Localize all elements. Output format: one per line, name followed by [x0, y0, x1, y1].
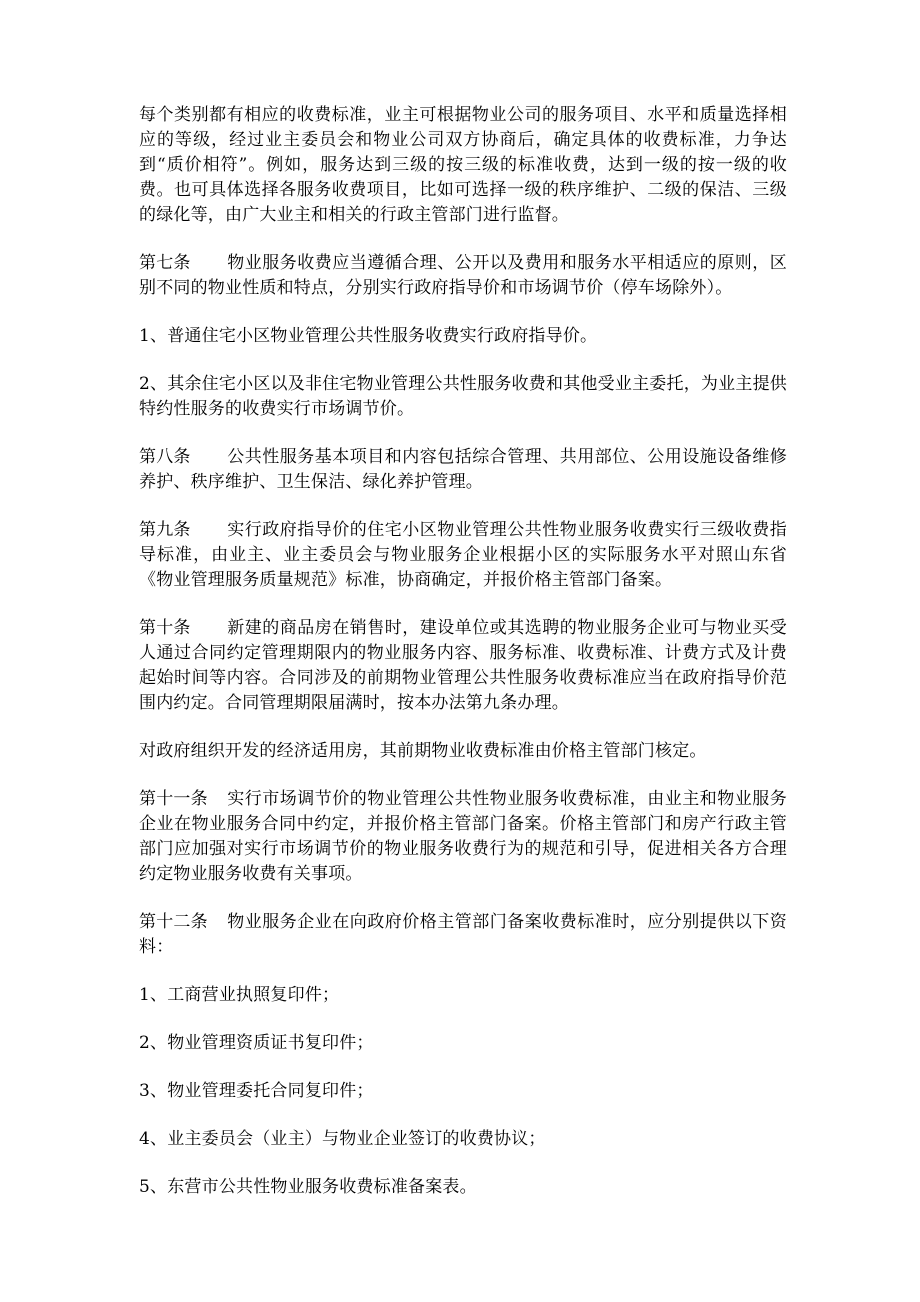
article-10	[139, 616, 787, 716]
paragraph-text: 新建的商品房在销售时，建设单位或其选聘的物业服务企业可与物业买受人通过合同约定管理期限内的物业服务内容、服务标准、收费标准、计费方式及计费起始时间等内容。合同涉及的前期物业管理公共性服务收费标准应当在政府指导价范围内约定。合同管理期限届满时，按本办法第九条办理。	[139, 618, 787, 713]
paragraph-text: 2、物业管理资质证书复印件；	[139, 1033, 374, 1053]
list-item	[139, 1079, 787, 1104]
article-9	[139, 518, 787, 593]
paragraph-text: 对政府组织开发的经济适用房，其前期物业收费标准由价格主管部门核定。	[139, 741, 707, 761]
article-12	[139, 910, 787, 960]
list-item	[139, 1175, 787, 1200]
paragraph-text: 4、业主委员会（业主）与物业企业签订的收费协议；	[139, 1129, 546, 1149]
article-8	[139, 445, 787, 495]
article-number: 第十条	[139, 618, 191, 638]
list-item	[139, 983, 787, 1008]
article-7	[139, 251, 787, 301]
paragraph-text: 3、物业管理委托合同复印件；	[139, 1081, 374, 1101]
article-number: 第九条	[139, 520, 191, 540]
article-number: 第八条	[139, 447, 191, 467]
article-number: 第十一条	[139, 789, 208, 809]
paragraph-text: 公共性服务基本项目和内容包括综合管理、共用部位、公用设施设备维修养护、秩序维护、卫生保洁、绿化养护管理。	[139, 447, 787, 492]
article-number: 第七条	[139, 253, 191, 273]
article-11	[139, 787, 787, 887]
paragraph-text: 2、其余住宅小区以及非住宅物业管理公共性服务收费和其他受业主委托，为业主提供特约性服务的收费实行市场调节价。	[139, 374, 787, 419]
paragraph-text: 1、工商营业执照复印件；	[139, 985, 340, 1005]
list-item	[139, 324, 787, 349]
paragraph-text: 5、东营市公共性物业服务收费标准备案表。	[139, 1177, 477, 1197]
paragraph-text: 物业服务企业在向政府价格主管部门备案收费标准时，应分别提供以下资料：	[139, 912, 787, 957]
paragraph-text: 实行市场调节价的物业管理公共性物业服务收费标准，由业主和物业服务企业在物业服务合同中约定，并报价格主管部门备案。价格主管部门和房产行政主管部门应加强对实行市场调节价的物业服务收费行为的规范和引导，促进相关各方合理约定物业服务收费有关事项。	[139, 789, 787, 884]
paragraph-text: 每个类别都有相应的收费标准，业主可根据物业公司的服务项目、水平和质量选择相应的等级，经过业主委员会和物业公司双方协商后，确定具体的收费标准，力争达到“质价相符”。例如，服务达到三级的按三级的标准收费，达到一级的按一级的收费。也可具体选择各服务收费项目，比如可选择一级的秩序维护、二级的保洁、三级的绿化等，由广大业主和相关的行政主管部门进行监督。	[139, 105, 787, 225]
paragraph-text: 物业服务收费应当遵循合理、公开以及费用和服务水平相适应的原则，区别不同的物业性质和特点，分别实行政府指导价和市场调节价（停车场除外）。	[139, 253, 787, 298]
article-number: 第十二条	[139, 912, 208, 932]
list-item	[139, 1031, 787, 1056]
list-item	[139, 1127, 787, 1152]
document-page	[139, 103, 787, 1223]
paragraph-intro	[139, 103, 787, 228]
paragraph-text: 实行政府指导价的住宅小区物业管理公共性物业服务收费实行三级收费指导标准，由业主、业主委员会与物业服务企业根据小区的实际服务水平对照山东省《物业管理服务质量规范》标准，协商确定，并报价格主管部门备案。	[139, 520, 787, 590]
paragraph-text: 1、普通住宅小区物业管理公共性服务收费实行政府指导价。	[139, 326, 598, 346]
paragraph-affordable-housing	[139, 739, 787, 764]
list-item	[139, 372, 787, 422]
